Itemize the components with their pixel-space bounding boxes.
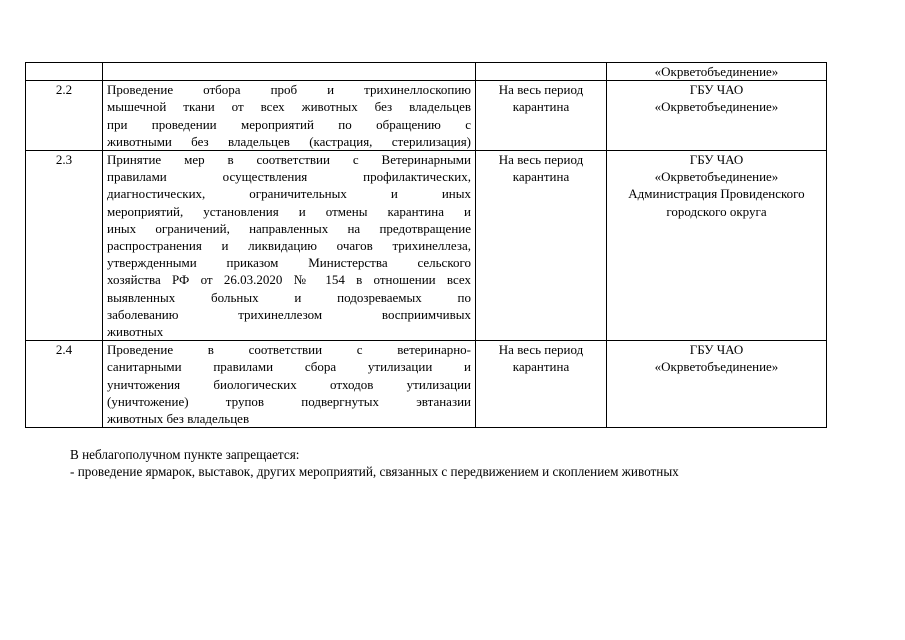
cell-line: На весь период [498,82,584,98]
description-line: правилами осуществления профилактических, [107,169,471,185]
cell-line: «Окрветобъединение» [654,359,779,375]
cell-number [26,81,103,151]
description-line: иных ограничений, направленных на предотвращение [107,220,471,236]
description-line: Принятие мер в соответствии с Ветеринарными [107,152,471,168]
cell-responsible [607,81,827,151]
description-line: утвержденными приказом Министерства сельского [107,255,471,271]
cell-line: ГБУ ЧАО [689,152,744,168]
description-line: выявленных больных и подозреваемых по [107,289,471,305]
cell-description [103,81,476,151]
table-row [26,81,827,151]
cell-number [26,63,103,81]
cell-line: На весь период [498,152,584,168]
cell-number [26,341,103,428]
description-line: уничтожения биологических отходов утилизации [107,376,471,392]
row-number: 2.3 [55,152,73,168]
cell-line: Администрация Провиденского [628,186,805,202]
cell-responsible [607,151,827,341]
cell-line: карантина [512,169,570,185]
description-line: санитарными правилами сбора утилизации и [107,359,471,375]
cell-period [476,341,607,428]
description-line: мышечной ткани от всех животных без владельцев [107,99,471,115]
row-number: 2.4 [55,342,73,358]
cell-period [476,151,607,341]
row-number: 2.2 [55,82,73,98]
cell-responsible [607,63,827,81]
cell-number [26,151,103,341]
table-row [26,341,827,428]
cell-responsible [607,341,827,428]
description-line: при проведении мероприятий по обращению с [107,116,471,132]
cell-line: «Окрветобъединение» [654,64,779,79]
cell-line: карантина [512,99,570,115]
cell-description [103,63,476,81]
restriction-item: - проведение ярмарок, выставок, других мероприятий, связанных с передвижением и скоплением животных [70,464,679,479]
measures-table [25,62,827,428]
cell-line: ГБУ ЧАО [689,82,744,98]
restriction-heading: В неблагополучном пункте запрещается: [70,447,300,462]
description-line: диагностических, ограничительных и иных [107,186,471,202]
description-line: животных без владельцев [107,411,250,427]
cell-line: «Окрветобъединение» [654,99,779,115]
cell-line: карантина [512,359,570,375]
cell-period [476,63,607,81]
cell-line: городского округа [666,203,767,219]
description-line: Проведение отбора проб и трихинеллоскопию [107,82,471,98]
description-line: заболеванию трихинеллезом восприимчивых [107,306,471,322]
cell-line: На весь период [498,342,584,358]
table-row-continuation [26,63,827,81]
cell-description [103,341,476,428]
cell-description [103,151,476,341]
description-line: животных [107,324,164,340]
table-row [26,151,827,341]
description-line: Проведение в соответствии с ветеринарно- [107,342,471,358]
description-line: (уничтожение) трупов подвергнутых эвтаназии [107,393,471,409]
cell-line: ГБУ ЧАО [689,342,744,358]
description-line: животными без владельцев (кастрация, стерилизация) [107,133,471,149]
description-line: мероприятий, установления и отмены карантина и [107,203,471,219]
description-line: распространения и ликвидацию очагов трихинеллеза, [107,238,471,254]
cell-period [476,81,607,151]
cell-line: «Окрветобъединение» [654,169,779,185]
description-line: хозяйства РФ от 26.03.2020 № 154 в отношении всех [107,272,471,288]
